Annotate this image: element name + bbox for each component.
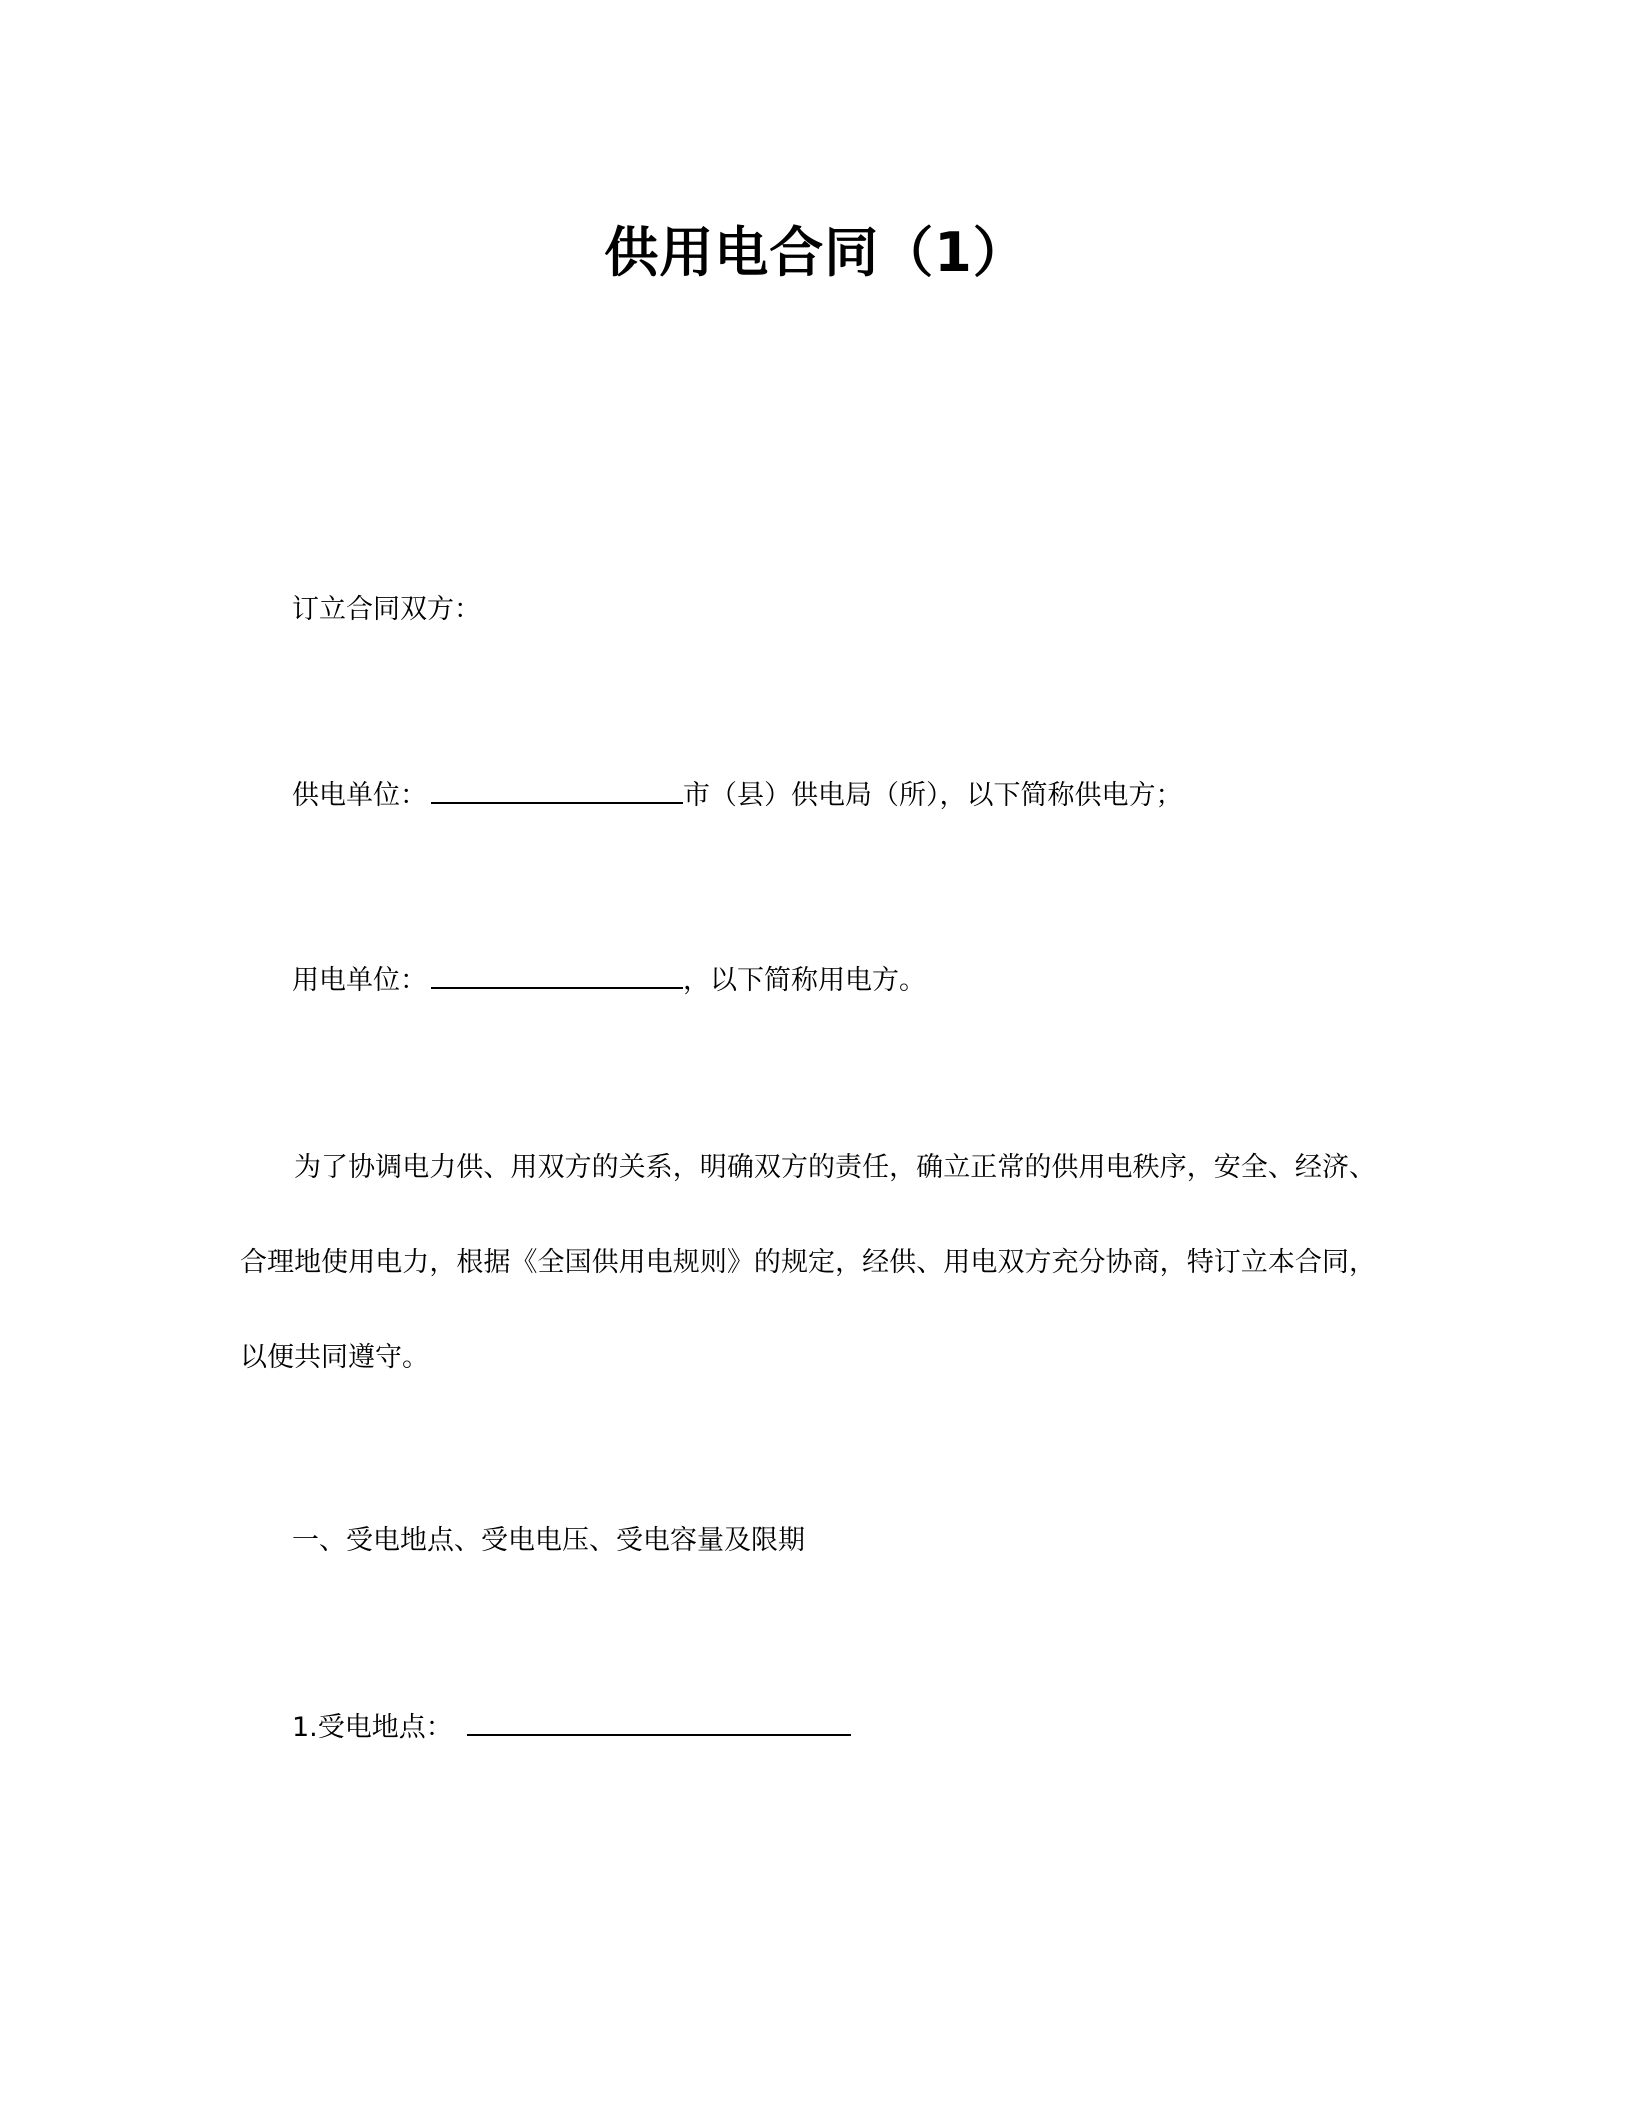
consumer-suffix: ，以下简称用电方。: [683, 965, 926, 996]
document-title: 供用电合同（1）: [604, 221, 1028, 284]
preamble-paragraph: 为了协调电力供、用双方的关系，明确双方的责任，确立正常的供用电秩序，安全、经济、合理地使用电力，根据《全国供用电规则》的规定，经供、用电双方充分协商，特订立本合同，以便共同遵守。: [240, 1152, 1376, 1373]
consumer-line: [292, 961, 926, 1001]
supplier-suffix: 市（县）供电局（所），以下简称供电方；: [683, 780, 1183, 811]
receiving-location-blank[interactable]: [467, 1708, 851, 1736]
supplier-label: 供电单位：: [292, 780, 427, 811]
receiving-location-line: [292, 1708, 851, 1748]
parties-heading: 订立合同双方：: [292, 594, 481, 625]
consumer-name-blank[interactable]: [431, 961, 683, 989]
supplier-line: [292, 776, 1183, 816]
section-1-heading: 一、受电地点、受电电压、受电容量及限期: [292, 1525, 805, 1556]
receiving-location-label: 1.受电地点：: [292, 1712, 453, 1743]
supplier-name-blank[interactable]: [431, 776, 683, 804]
consumer-label: 用电单位：: [292, 965, 427, 996]
